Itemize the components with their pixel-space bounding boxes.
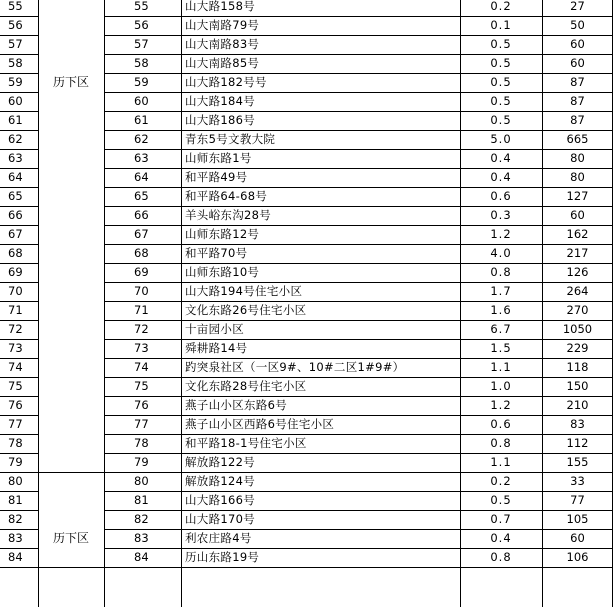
population-cell: 60 [570, 531, 585, 545]
population-cell: 83 [570, 417, 585, 431]
area-cell: 0.5 [490, 113, 512, 127]
area-cell: 0.8 [490, 550, 512, 564]
address-cell: 山大路186号 [185, 113, 256, 127]
address-cell: 山师东路10号 [185, 265, 260, 279]
serial-number: 64 [134, 170, 149, 184]
row-number: 57 [8, 37, 23, 51]
population-cell: 87 [570, 94, 585, 108]
area-cell: 0.4 [490, 170, 512, 184]
table-row [0, 282, 613, 301]
serial-number: 67 [134, 227, 149, 241]
row-divider [0, 358, 38, 359]
row-number: 56 [8, 18, 23, 32]
row-number: 61 [8, 113, 23, 127]
row-number: 64 [8, 170, 23, 184]
row-number: 83 [8, 531, 23, 545]
population-cell: 60 [570, 37, 585, 51]
address-cell: 和平路70号 [185, 246, 248, 260]
column-divider [181, 0, 182, 607]
address-cell: 山大路184号 [185, 94, 256, 108]
address-cell: 山大南路83号 [185, 37, 260, 51]
population-cell: 80 [570, 151, 585, 165]
address-cell: 利农庄路4号 [185, 531, 252, 545]
table-row [0, 206, 613, 225]
address-cell: 山大南路85号 [185, 56, 260, 70]
row-number: 59 [8, 75, 23, 89]
table-row [0, 320, 613, 339]
table-row [0, 263, 613, 282]
area-cell: 1.2 [490, 398, 512, 412]
row-divider [0, 244, 38, 245]
address-cell: 燕子山小区西路6号住宅小区 [185, 417, 335, 431]
address-cell: 解放路124号 [185, 474, 256, 488]
address-cell: 山大路194号住宅小区 [185, 284, 303, 298]
row-divider [0, 73, 38, 74]
table-row [0, 225, 613, 244]
table-row [0, 415, 613, 434]
population-cell: 50 [570, 18, 585, 32]
address-cell: 山大路182号号 [185, 75, 267, 89]
population-cell: 118 [566, 360, 589, 374]
table-row [0, 168, 613, 187]
serial-number: 72 [134, 322, 149, 336]
population-cell: 60 [570, 56, 585, 70]
serial-number: 71 [134, 303, 149, 317]
address-cell: 历山东路19号 [185, 550, 260, 564]
row-number: 67 [8, 227, 23, 241]
area-cell: 0.1 [490, 18, 512, 32]
row-divider [0, 225, 38, 226]
population-cell: 77 [570, 493, 585, 507]
area-cell: 1.0 [490, 379, 512, 393]
row-number: 55 [8, 0, 23, 13]
serial-number: 63 [134, 151, 149, 165]
row-number: 80 [8, 474, 23, 488]
row-divider [0, 415, 38, 416]
column-divider [542, 0, 543, 607]
table-row [0, 54, 613, 73]
population-cell: 33 [570, 474, 585, 488]
serial-number: 62 [134, 132, 149, 146]
table-row [0, 396, 613, 415]
row-divider [0, 320, 38, 321]
area-cell: 4.0 [490, 246, 512, 260]
row-number: 69 [8, 265, 23, 279]
area-cell: 5.0 [490, 132, 512, 146]
row-number: 82 [8, 512, 23, 526]
population-cell: 87 [570, 113, 585, 127]
row-number: 84 [8, 550, 23, 564]
address-cell: 舜耕路14号 [185, 341, 248, 355]
area-cell: 0.5 [490, 493, 512, 507]
row-divider [0, 282, 38, 283]
row-divider [0, 111, 38, 112]
population-cell: 1050 [562, 322, 593, 336]
table-row [0, 0, 613, 16]
row-number: 63 [8, 151, 23, 165]
serial-number: 79 [134, 455, 149, 469]
row-divider [0, 168, 38, 169]
row-divider [0, 16, 38, 17]
row-number: 66 [8, 208, 23, 222]
table-row [0, 358, 613, 377]
serial-number: 59 [134, 75, 149, 89]
area-cell: 0.6 [490, 189, 512, 203]
area-cell: 6.7 [490, 322, 512, 336]
area-cell: 0.8 [490, 265, 512, 279]
row-divider [0, 396, 38, 397]
address-cell: 文化东路28号住宅小区 [185, 379, 307, 393]
population-cell: 210 [566, 398, 589, 412]
address-cell: 羊头峪东沟28号 [185, 208, 272, 222]
row-number: 58 [8, 56, 23, 70]
population-cell: 105 [566, 512, 589, 526]
area-cell: 0.5 [490, 56, 512, 70]
area-cell: 0.5 [490, 94, 512, 108]
serial-number: 78 [134, 436, 149, 450]
area-cell: 0.8 [490, 436, 512, 450]
population-cell: 112 [566, 436, 589, 450]
row-number: 72 [8, 322, 23, 336]
table-row [0, 187, 613, 206]
group-divider [38, 472, 104, 473]
serial-number: 66 [134, 208, 149, 222]
row-number: 71 [8, 303, 23, 317]
area-cell: 0.4 [490, 151, 512, 165]
row-divider [0, 377, 38, 378]
row-divider [0, 92, 38, 93]
serial-number: 80 [134, 474, 149, 488]
serial-number: 76 [134, 398, 149, 412]
population-cell: 60 [570, 208, 585, 222]
table-row [0, 301, 613, 320]
area-cell: 1.1 [490, 360, 512, 374]
address-cell: 解放路122号 [185, 455, 256, 469]
table-row [0, 377, 613, 396]
area-cell: 0.5 [490, 37, 512, 51]
population-cell: 270 [566, 303, 589, 317]
row-number: 60 [8, 94, 23, 108]
area-cell: 0.7 [490, 512, 512, 526]
table-row [0, 491, 613, 510]
address-cell: 和平路18-1号住宅小区 [185, 436, 307, 450]
area-cell: 0.2 [490, 0, 512, 13]
row-number: 79 [8, 455, 23, 469]
row-divider [0, 149, 38, 150]
population-cell: 217 [566, 246, 589, 260]
row-divider [0, 35, 38, 36]
area-cell: 1.5 [490, 341, 512, 355]
row-number: 75 [8, 379, 23, 393]
serial-number: 82 [134, 512, 149, 526]
area-cell: 0.2 [490, 474, 512, 488]
population-cell: 155 [566, 455, 589, 469]
table-row [0, 510, 613, 529]
population-cell: 264 [566, 284, 589, 298]
serial-number: 77 [134, 417, 149, 431]
table-row [0, 548, 613, 567]
area-cell: 0.4 [490, 531, 512, 545]
address-cell: 和平路49号 [185, 170, 248, 184]
table-row [0, 453, 613, 472]
address-cell: 山师东路12号 [185, 227, 260, 241]
serial-number: 73 [134, 341, 149, 355]
row-number: 78 [8, 436, 23, 450]
population-cell: 665 [566, 132, 589, 146]
population-cell: 127 [566, 189, 589, 203]
area-cell: 1.6 [490, 303, 512, 317]
row-number: 68 [8, 246, 23, 260]
serial-number: 56 [134, 18, 149, 32]
area-cell: 1.1 [490, 455, 512, 469]
address-cell: 山大路158号 [185, 0, 256, 13]
address-cell: 燕子山小区东路6号 [185, 398, 288, 412]
row-number: 70 [8, 284, 23, 298]
column-divider [104, 0, 105, 607]
table-row [0, 130, 613, 149]
address-cell: 山大南路79号 [185, 18, 260, 32]
row-divider [0, 263, 38, 264]
serial-number: 83 [134, 531, 149, 545]
row-number: 73 [8, 341, 23, 355]
table-row [0, 149, 613, 168]
serial-number: 84 [134, 550, 149, 564]
serial-number: 68 [134, 246, 149, 260]
table-row [0, 472, 613, 491]
row-number: 81 [8, 493, 23, 507]
population-cell: 229 [566, 341, 589, 355]
table-row [0, 35, 613, 54]
serial-number: 70 [134, 284, 149, 298]
population-cell: 150 [566, 379, 589, 393]
area-cell: 0.3 [490, 208, 512, 222]
area-cell: 1.7 [490, 284, 512, 298]
area-cell: 1.2 [490, 227, 512, 241]
row-divider [0, 339, 38, 340]
serial-number: 58 [134, 56, 149, 70]
table-row [0, 244, 613, 263]
row-divider [0, 529, 38, 530]
row-number: 65 [8, 189, 23, 203]
table-row [0, 339, 613, 358]
serial-number: 74 [134, 360, 149, 374]
table-row [0, 92, 613, 111]
column-divider [460, 0, 461, 607]
table-row [0, 111, 613, 130]
population-cell: 106 [566, 550, 589, 564]
address-cell: 文化东路26号住宅小区 [185, 303, 307, 317]
address-cell: 山师东路1号 [185, 151, 252, 165]
row-divider [0, 510, 38, 511]
row-divider [0, 301, 38, 302]
row-number: 74 [8, 360, 23, 374]
address-cell: 青东5号文教大院 [185, 132, 276, 146]
serial-number: 55 [134, 0, 149, 13]
area-cell: 0.6 [490, 417, 512, 431]
table-row [0, 16, 613, 35]
row-number: 62 [8, 132, 23, 146]
serial-number: 60 [134, 94, 149, 108]
address-cell: 和平路64-68号 [185, 189, 268, 203]
address-cell: 十亩园小区 [185, 322, 244, 336]
serial-number: 75 [134, 379, 149, 393]
row-number: 77 [8, 417, 23, 431]
row-divider [0, 453, 38, 454]
population-cell: 126 [566, 265, 589, 279]
row-divider [0, 472, 38, 473]
row-divider [0, 434, 38, 435]
serial-number: 65 [134, 189, 149, 203]
row-divider [0, 206, 38, 207]
address-cell: 趵突泉社区（一区9#、10#二区1#9#） [185, 360, 405, 374]
row-divider [0, 187, 38, 188]
row-divider [0, 130, 38, 131]
population-cell: 27 [570, 0, 585, 13]
population-cell: 162 [566, 227, 589, 241]
serial-number: 69 [134, 265, 149, 279]
population-cell: 87 [570, 75, 585, 89]
row-number: 76 [8, 398, 23, 412]
serial-number: 61 [134, 113, 149, 127]
row-divider [0, 491, 38, 492]
serial-number: 81 [134, 493, 149, 507]
district-label: 历下区 [52, 75, 89, 89]
row-divider [0, 548, 38, 549]
table-row [0, 434, 613, 453]
area-cell: 0.5 [490, 75, 512, 89]
district-label: 历下区 [52, 531, 89, 545]
population-cell: 80 [570, 170, 585, 184]
address-cell: 山大路166号 [185, 493, 256, 507]
row-divider [0, 54, 38, 55]
serial-number: 57 [134, 37, 149, 51]
address-cell: 山大路170号 [185, 512, 256, 526]
